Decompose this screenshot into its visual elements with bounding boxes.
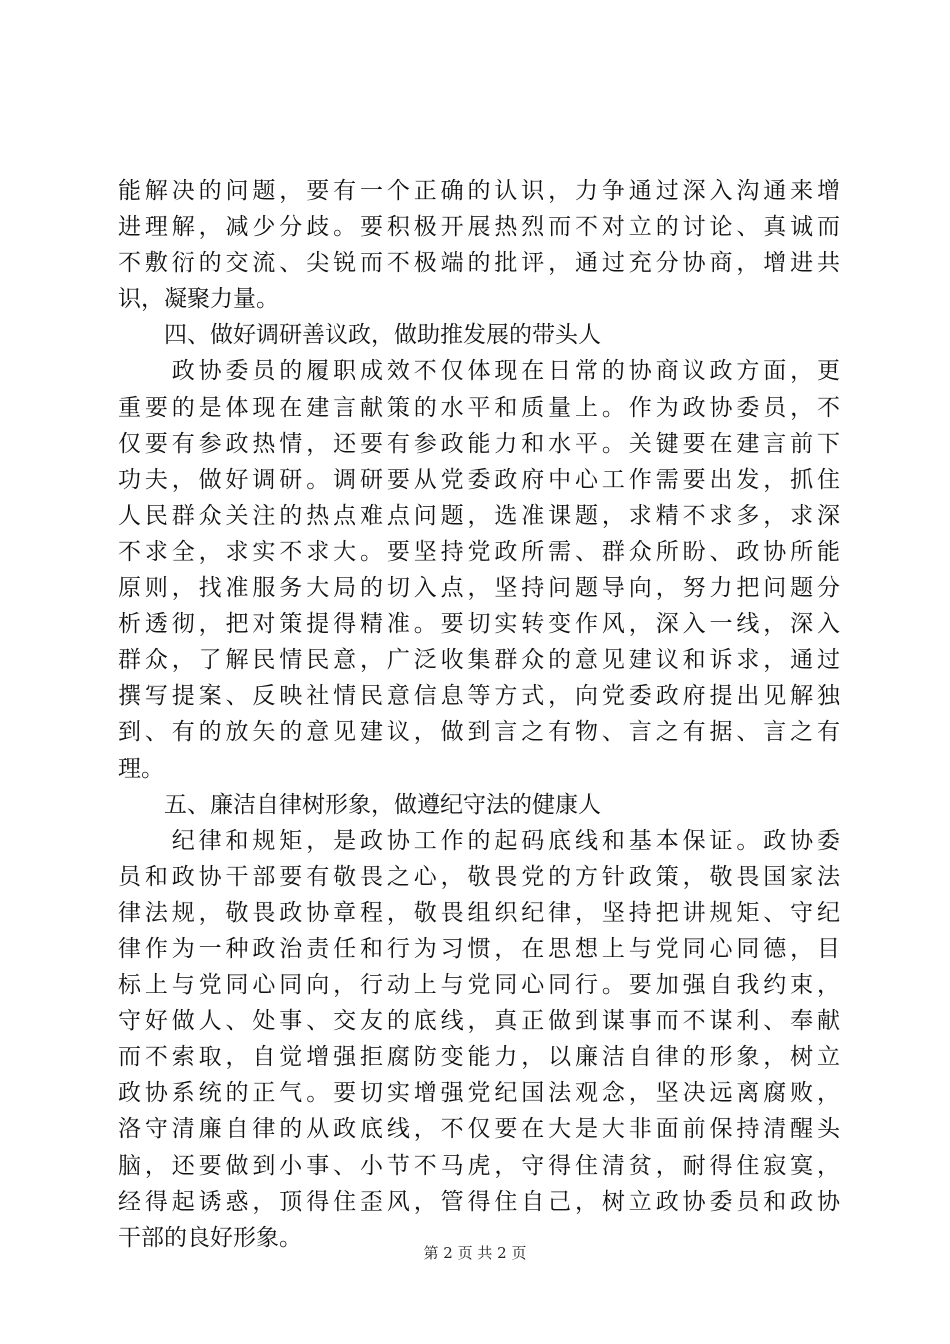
text-line: 析透彻，把对策提得精准。要切实转变作风，深入一线，深入 [118,611,840,638]
text-line: 纪律和规矩，是政协工作的起码底线和基本保证。政协委 [118,827,840,854]
text-line: 理。 [118,755,164,782]
text-line: 原则，找准服务大局的切入点，坚持问题导向，努力把问题分 [118,575,840,602]
text-line: 经得起诱惑，顶得住歪风，管得住自己，树立政协委员和政协 [118,1188,840,1215]
text-line: 员和政协干部要有敬畏之心，敬畏党的方针政策，敬畏国家法 [118,863,840,890]
text-line: 到、有的放矢的意见建议，做到言之有物、言之有据、言之有 [118,719,840,746]
text-line: 律法规，敬畏政协章程，敬畏组织纪律，坚持把讲规矩、守纪 [118,899,840,926]
text-line: 能解决的问题，要有一个正确的认识，力争通过深入沟通来增 [118,178,840,204]
document-body [118,173,840,1256]
text-line: 标上与党同心同向，行动上与党同心同行。要加强自我约束， [118,972,840,999]
text-line: 守好做人、处事、交友的底线，真正做到谋事而不谋利、奉献 [118,1008,840,1035]
text-line: 识，凝聚力量。 [118,286,279,313]
text-line: 不求全，求实不求大。要坚持党政所需、群众所盼、政协所能 [118,538,840,565]
text-line: 而不索取，自觉增强拒腐防变能力，以廉洁自律的形象，树立 [118,1044,840,1071]
text-line: 干部的良好形象。 [118,1224,302,1251]
text-line: 功夫，做好调研。调研要从党委政府中心工作需要出发，抓住 [118,466,840,493]
text-line: 进理解，减少分歧。要积极开展热烈而不对立的讨论、真诚而 [118,214,840,241]
text-line: 五、廉洁自律树形象，做遵纪守法的健康人 [118,791,601,818]
text-line: 洛守清廉自律的从政底线，不仅要在大是大非面前保持清醒头 [118,1116,840,1143]
text-line: 政协委员的履职成效不仅体现在日常的协商议政方面，更 [118,358,840,385]
text-line: 重要的是体现在建言献策的水平和质量上。作为政协委员，不 [118,394,840,421]
text-line: 不敷衍的交流、尖锐而不极端的批评，通过充分协商，增进共 [118,250,840,277]
text-line: 四、做好调研善议政，做助推发展的带头人 [118,322,601,349]
text-line: 人民群众关注的热点难点问题，选准课题，求精不求多，求深 [118,502,840,529]
page-footer: 第 2 页 共 2 页 [423,1244,527,1262]
text-line: 群众，了解民情民意，广泛收集群众的意见建议和诉求，通过 [118,647,840,674]
text-line: 律作为一种政治责任和行为习惯，在思想上与党同心同德，目 [118,935,840,962]
text-line: 政协系统的正气。要切实增强党纪国法观念，坚决远离腐败， [118,1080,840,1107]
text-line: 脑，还要做到小事、小节不马虎，守得住清贫，耐得住寂寞， [118,1152,840,1179]
text-line: 仅要有参政热情，还要有参政能力和水平。关键要在建言前下 [118,430,840,457]
text-line: 撰写提案、反映社情民意信息等方式，向党委政府提出见解独 [118,683,840,710]
